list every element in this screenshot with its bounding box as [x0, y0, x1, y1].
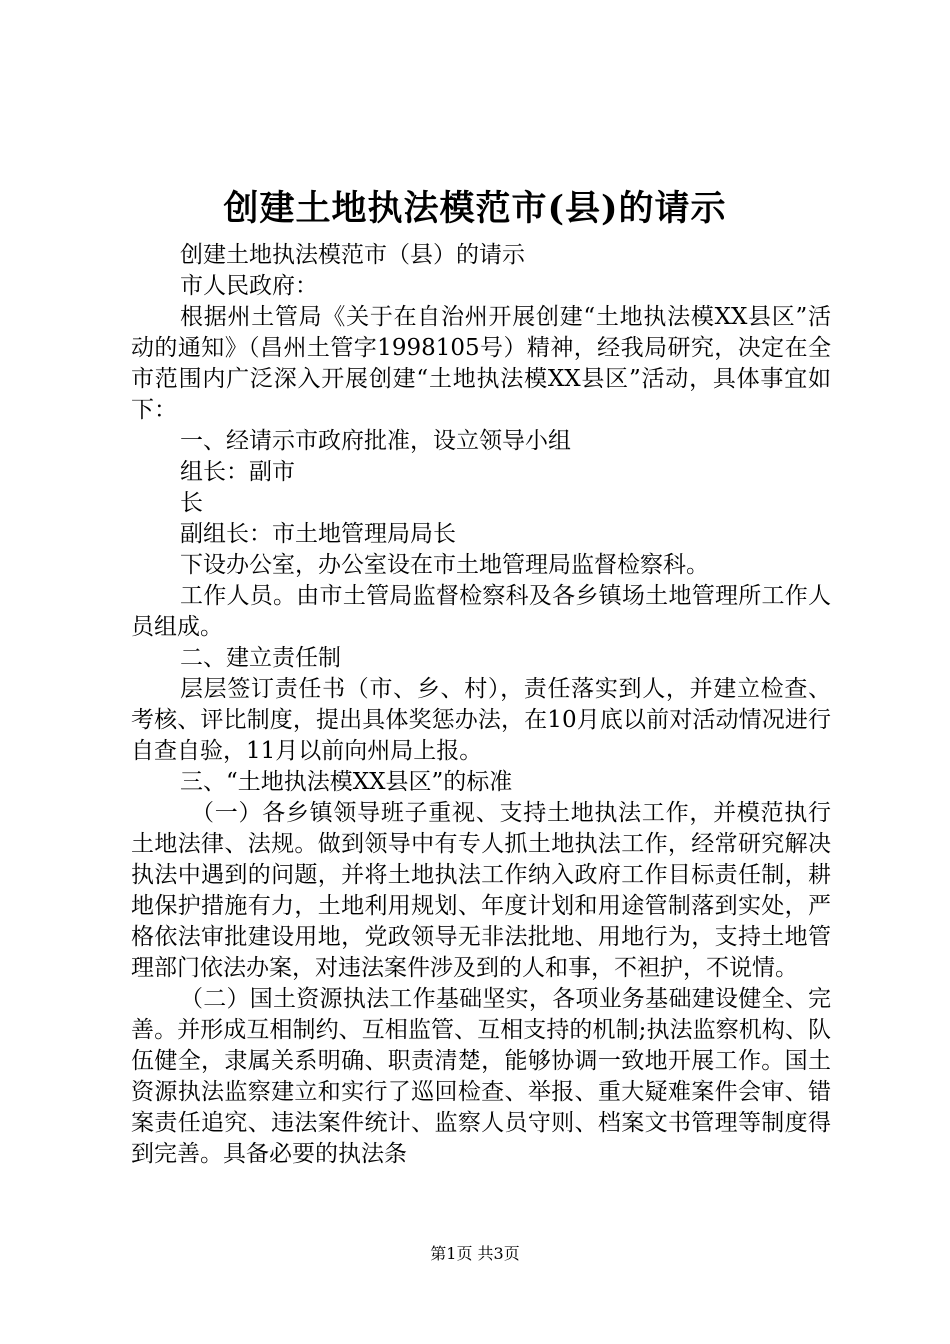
paragraph-standard-2: （二）国土资源执法工作基础坚实，各项业务基础建设健全、完善。并形成互相制约、互相监管、互相支持的机制;执法监察机构、队伍健全，隶属关系明确、职责清楚，能够协调一致地开展工作。国土资源执法监察建立和实行了巡回检查、举报、重大疑难案件会审、错案责任追究、违法案件统计、监察人员守则、档案文书管理等制度得到完善。具备必要的执法条 — [131, 986, 831, 1167]
paragraph-group-leader-cont: 长 — [180, 490, 203, 516]
page-footer: 第1页 共3页 — [430, 1244, 520, 1263]
paragraph-office: 下设办公室，办公室设在市土地管理局监督检察科。 — [180, 552, 709, 578]
paragraph-staff: 工作人员。由市土管局监督检察科及各乡镇场土地管理所工作人员组成。 — [131, 583, 831, 640]
document-title: 创建土地执法模范市(县)的请示 — [223, 188, 727, 229]
paragraph-subtitle: 创建土地执法模范市（县）的请示 — [180, 242, 525, 268]
paragraph-deputy-leader: 副组长：市土地管理局局长 — [180, 521, 456, 547]
paragraph-addressee: 市人民政府： — [180, 273, 318, 299]
document-body — [131, 240, 831, 1170]
paragraph-responsibility: 层层签订责任书（市、乡、村），责任落实到人，并建立检查、考核、评比制度，提出具体奖惩办法，在10月底以前对活动情况进行自查自验，11月以前向州局上报。 — [131, 676, 831, 764]
paragraph-section-3-heading: 三、“土地执法模XX县区”的标准 — [180, 769, 513, 795]
paragraph-standard-1: （一）各乡镇领导班子重视、支持土地执法工作，并模范执行土地法律、法规。做到领导中有专人抓土地执法工作，经常研究解决执法中遇到的问题，并将土地执法工作纳入政府工作目标责任制，耕地保护措施有力，土地利用规划、年度计划和用途管制落到实处，严格依法审批建设用地，党政领导无非法批地、用地行为，支持土地管理部门依法办案，对违法案件涉及到的人和事，不袒护，不说情。 — [131, 800, 831, 981]
paragraph-section-1-heading: 一、经请示市政府批准，设立领导小组 — [180, 428, 571, 454]
paragraph-group-leader: 组长：副市 — [180, 459, 295, 485]
paragraph-intro: 根据州土管局《关于在自治州开展创建“土地执法模XX县区”活动的通知》（昌州土管字1998105号）精神，经我局研究，决定在全市范围内广泛深入开展创建“土地执法模XX县区”活动，具体事宜如下： — [131, 304, 831, 423]
paragraph-section-2-heading: 二、建立责任制 — [180, 645, 341, 671]
